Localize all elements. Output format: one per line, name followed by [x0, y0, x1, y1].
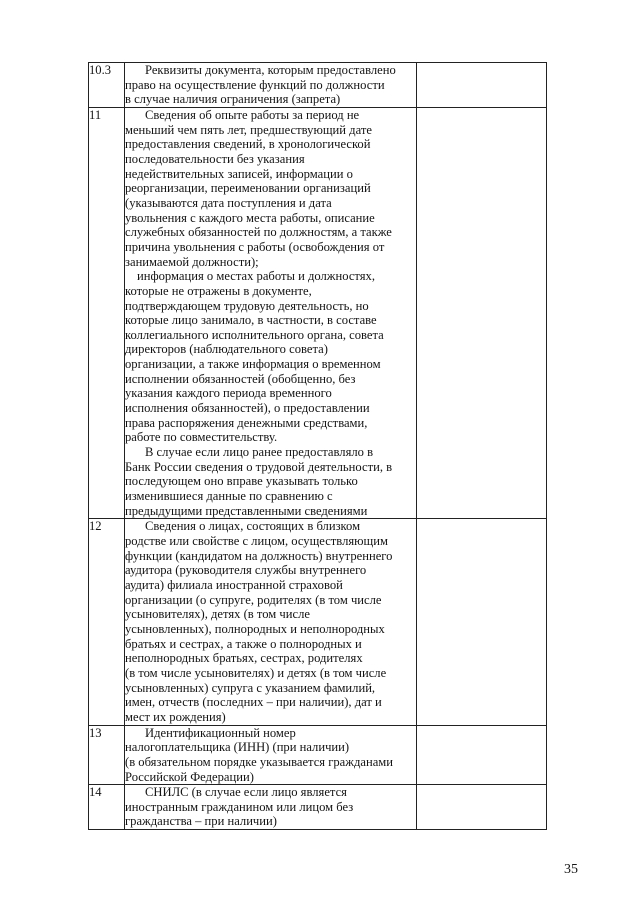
value-cell	[417, 63, 547, 108]
table-row	[89, 107, 547, 518]
form-table	[88, 62, 547, 830]
page-number: 35	[564, 862, 578, 877]
row-number: 12	[89, 519, 125, 725]
table-row	[89, 63, 547, 108]
description-paragraph: Сведения о лицах, состоящих в близком родстве или свойстве с лицом, осуществляющим функции (кандидатом на должность) внутреннего аудитора (руководителя службы внутреннего аудита) филиала иностранной страховой организации (о супруге, родителях (в том числе усыновителях), детях (в том числе усыновленных), полнородных и неполнородных братьях и сестрах, а также о полнородных и неполнородных братьях, сестрах, родителях (в том числе усыновителях) и детях (в том числе усыновленных) супруга с указанием фамилий, имен, отчеств (последних – при наличии), дат и мест их рождения)	[125, 519, 393, 724]
value-cell	[417, 725, 547, 785]
description-paragraph: информация о местах работы и должностях, которые не отражены в документе, подтверждающем трудовую деятельность, но которые лицо занимало, в частности, в составе коллегиального исполнительного органа, совета директоров (наблюдательного совета) организации, а также информация о временном исполнении обязанностей (обобщенно, без указания каждого периода временного исполнения обязанностей), о предоставлении права распоряжения денежными средствами, работе по совместительству.	[125, 269, 384, 445]
table-row	[89, 725, 547, 785]
table-row	[89, 519, 547, 725]
description-paragraph: Реквизиты документа, которым предоставлено право на осуществление функций по должности в случае наличия ограничения (запрета)	[125, 63, 396, 107]
description-paragraph: В случае если лицо ранее предоставляло в Банк России сведения о трудовой деятельности, в последующем оно вправе указывать только изменившиеся данные по сравнению с предыдущими представленными сведениями	[125, 445, 393, 518]
description-paragraph: Сведения об опыте работы за период не меньший чем пять лет, предшествующий дате предоставления сведений, в хронологической последовательности без указания недействительных записей, информации о реорганизации, переименовании организаций (указываются дата поступления и дата увольнения с каждого места работы, описание служебных обязанностей по должностям, а также причина увольнения с работы (освобождения от занимаемой должности);	[125, 107, 392, 269]
row-description	[125, 725, 417, 785]
description-paragraph: СНИЛС (в случае если лицо является иностранным гражданином или лицом без гражданства – при наличии)	[125, 785, 354, 829]
row-number: 10.3	[89, 63, 125, 108]
row-description	[125, 519, 417, 725]
row-number: 14	[89, 785, 125, 830]
value-cell	[417, 519, 547, 725]
row-number: 13	[89, 725, 125, 785]
row-description	[125, 107, 417, 518]
row-description	[125, 63, 417, 108]
value-cell	[417, 785, 547, 830]
value-cell	[417, 107, 547, 518]
row-number: 11	[89, 107, 125, 518]
table-row	[89, 785, 547, 830]
description-paragraph: Идентификационный номер налогоплательщика (ИНН) (при наличии) (в обязательном порядке указывается гражданами Российской Федерации)	[125, 725, 394, 784]
row-description	[125, 785, 417, 830]
